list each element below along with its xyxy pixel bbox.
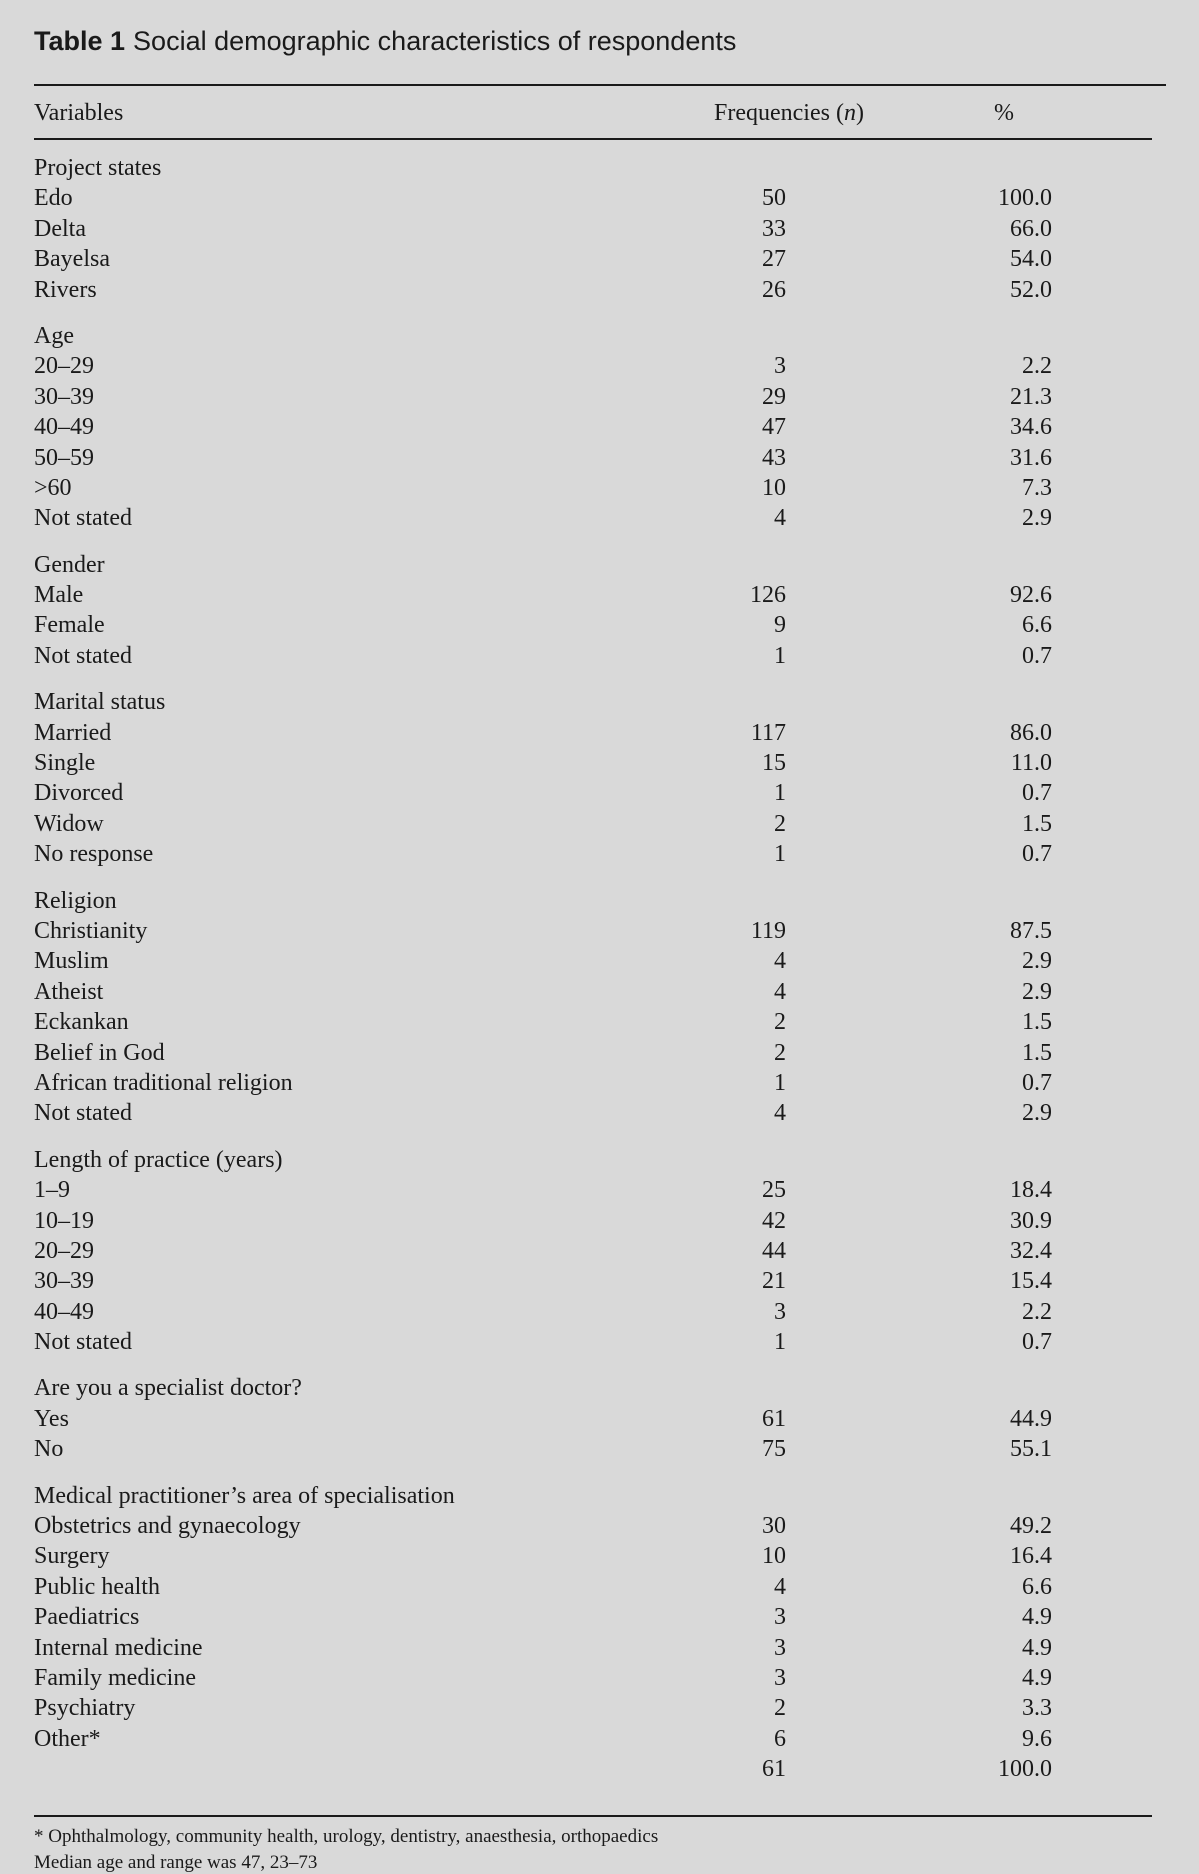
row-percent: 0.7: [1022, 1329, 1052, 1356]
row-label: 30–39: [34, 1268, 94, 1295]
row-label: Male: [34, 582, 84, 609]
row-frequency: 33: [762, 215, 786, 242]
table-row: [34, 1602, 1052, 1632]
table-row: [34, 1038, 1052, 1068]
table-row: [34, 839, 1052, 869]
table-row: [34, 1175, 1052, 1205]
header-variables: Variables: [34, 100, 124, 126]
row-label: Psychiatry: [34, 1695, 136, 1722]
row-label: Atheist: [34, 978, 104, 1005]
row-label: Eckankan: [34, 1009, 129, 1036]
row-frequency: 9: [774, 612, 786, 639]
row-label: Divorced: [34, 780, 124, 807]
row-percent: 32.4: [1010, 1237, 1052, 1264]
row-frequency: 3: [774, 1664, 786, 1691]
row-percent: 6.6: [1022, 612, 1052, 639]
bottom-rule: [34, 1815, 1152, 1817]
section-heading-label: Project states: [34, 155, 162, 181]
table-row: [34, 1404, 1052, 1434]
row-percent: 18.4: [1010, 1177, 1052, 1204]
table-row: [34, 1724, 1052, 1754]
row-label: Muslim: [34, 948, 109, 975]
header-frequencies: Frequencies (n): [714, 100, 864, 126]
row-percent: 31.6: [1010, 444, 1052, 471]
row-frequency: 21: [762, 1268, 786, 1295]
row-label: Married: [34, 719, 112, 746]
table-row: [34, 1206, 1052, 1236]
header-percent: %: [994, 100, 1014, 126]
row-label: Widow: [34, 810, 104, 837]
table-row: [34, 1266, 1052, 1296]
row-percent: 34.6: [1010, 414, 1052, 441]
table-title: [34, 26, 736, 57]
row-percent: 2.9: [1022, 978, 1052, 1005]
table-row: [34, 1068, 1052, 1098]
row-percent: 16.4: [1010, 1543, 1052, 1570]
table-row: [34, 977, 1052, 1007]
table-row: [34, 1007, 1052, 1037]
table-row: [34, 1754, 1052, 1784]
row-frequency: 44: [762, 1237, 786, 1264]
section-heading: [34, 1373, 1052, 1403]
row-frequency: 43: [762, 444, 786, 471]
row-frequency: 47: [762, 414, 786, 441]
row-frequency: 1: [774, 1329, 786, 1356]
table-row: [34, 809, 1052, 839]
table-row: [34, 946, 1052, 976]
row-percent: 55.1: [1010, 1436, 1052, 1463]
row-frequency: 3: [774, 1634, 786, 1661]
table-row: [34, 412, 1052, 442]
row-percent: 4.9: [1022, 1664, 1052, 1691]
table-row: [34, 275, 1052, 305]
table-row: [34, 443, 1052, 473]
row-label: Not stated: [34, 1329, 132, 1356]
row-percent: 2.9: [1022, 505, 1052, 532]
table-row: [34, 718, 1052, 748]
row-frequency: 27: [762, 246, 786, 273]
table-row: [34, 1098, 1052, 1128]
row-frequency: 25: [762, 1177, 786, 1204]
row-frequency: 50: [762, 185, 786, 212]
section-heading: [34, 321, 1052, 351]
table-row: [34, 1633, 1052, 1663]
section-heading: [34, 886, 1052, 916]
table-row: [34, 1297, 1052, 1327]
row-percent: 44.9: [1010, 1405, 1052, 1432]
row-percent: 0.7: [1022, 780, 1052, 807]
row-frequency: 3: [774, 353, 786, 380]
row-label: Belief in God: [34, 1039, 165, 1066]
row-label: >60: [34, 474, 72, 501]
row-label: Not stated: [34, 505, 132, 532]
row-label: 1–9: [34, 1177, 70, 1204]
row-label: Not stated: [34, 642, 132, 669]
table-row: [34, 1236, 1052, 1266]
row-frequency: 2: [774, 810, 786, 837]
row-frequency: 1: [774, 642, 786, 669]
section-heading-label: Age: [34, 322, 74, 349]
row-percent: 86.0: [1010, 719, 1052, 746]
row-frequency: 10: [762, 474, 786, 501]
row-label: Public health: [34, 1573, 160, 1600]
row-percent: 92.6: [1010, 582, 1052, 609]
row-label: 40–49: [34, 1298, 94, 1325]
row-frequency: 42: [762, 1207, 786, 1234]
header-frequencies-label: Frequencies: [714, 100, 830, 126]
row-frequency: 117: [750, 719, 786, 746]
section-heading: [34, 687, 1052, 717]
row-percent: 0.7: [1022, 841, 1052, 868]
row-frequency: 75: [762, 1436, 786, 1463]
row-frequency: 1: [774, 1069, 786, 1096]
row-frequency: 30: [762, 1513, 786, 1540]
row-label: 40–49: [34, 414, 94, 441]
footnote-median-age: Median age and range was 47, 23–73: [34, 1852, 318, 1873]
table-number: Table 1: [34, 26, 126, 56]
row-frequency: 2: [774, 1695, 786, 1722]
row-frequency: 4: [774, 1100, 786, 1127]
row-percent: 0.7: [1022, 1069, 1052, 1096]
row-label: Yes: [34, 1405, 69, 1432]
section-heading: [34, 1145, 1052, 1175]
row-percent: 9.6: [1022, 1725, 1052, 1752]
row-frequency: 4: [774, 1573, 786, 1600]
section-heading: [34, 153, 1052, 183]
row-percent: 100.0: [998, 185, 1052, 212]
row-label: 50–59: [34, 444, 94, 471]
row-percent: 4.9: [1022, 1604, 1052, 1631]
row-label: 30–39: [34, 383, 94, 410]
row-percent: 2.9: [1022, 948, 1052, 975]
row-label: Edo: [34, 185, 73, 212]
row-percent: 7.3: [1022, 474, 1052, 501]
row-frequency: 6: [774, 1725, 786, 1752]
row-label: Female: [34, 612, 105, 639]
row-label: Family medicine: [34, 1664, 196, 1691]
table-row: [34, 1541, 1052, 1571]
row-frequency: 61: [762, 1405, 786, 1432]
row-frequency: 15: [762, 750, 786, 777]
row-frequency: 4: [774, 948, 786, 975]
row-frequency: 2: [774, 1039, 786, 1066]
top-rule: [34, 84, 1166, 86]
table-row: [34, 1693, 1052, 1723]
row-frequency: 3: [774, 1604, 786, 1631]
table-row: [34, 503, 1052, 533]
section-heading-label: Religion: [34, 887, 117, 914]
row-frequency: 1: [774, 780, 786, 807]
row-percent: 6.6: [1022, 1573, 1052, 1600]
header-n-symbol: n: [843, 100, 856, 126]
table-row: [34, 214, 1052, 244]
row-percent: 3.3: [1022, 1695, 1052, 1722]
row-label: No response: [34, 841, 154, 868]
table-row: [34, 1511, 1052, 1541]
row-percent: 1.5: [1022, 1039, 1052, 1066]
section-heading-label: Gender: [34, 551, 105, 578]
row-frequency: 2: [774, 1009, 786, 1036]
section-heading-label: Length of practice (years): [34, 1146, 283, 1173]
table-row: [34, 580, 1052, 610]
row-label: Bayelsa: [34, 246, 110, 273]
row-percent: 21.3: [1010, 383, 1052, 410]
table-row: [34, 382, 1052, 412]
section-heading: [34, 1481, 1052, 1511]
table-body: [34, 153, 1052, 1785]
table-row: [34, 748, 1052, 778]
footnote-specialities: * Ophthalmology, community health, urology, dentistry, anaesthesia, orthopaedics: [34, 1826, 659, 1847]
row-percent: 2.9: [1022, 1100, 1052, 1127]
row-label: Internal medicine: [34, 1634, 203, 1661]
row-frequency: 26: [762, 276, 786, 303]
row-frequency: 1: [774, 841, 786, 868]
table-row: [34, 641, 1052, 671]
section-heading-label: Marital status: [34, 689, 166, 716]
table-row: [34, 610, 1052, 640]
row-percent: 15.4: [1010, 1268, 1052, 1295]
row-label: Not stated: [34, 1100, 132, 1127]
table-row: [34, 1663, 1052, 1693]
row-frequency: 126: [750, 582, 786, 609]
row-frequency: 29: [762, 383, 786, 410]
table-row: [34, 183, 1052, 213]
row-frequency: 61: [762, 1756, 786, 1783]
row-percent: 66.0: [1010, 215, 1052, 242]
table-row: [34, 1434, 1052, 1464]
row-label: Single: [34, 750, 96, 777]
row-frequency: 4: [774, 505, 786, 532]
table-row: [34, 473, 1052, 503]
row-label: Other*: [34, 1725, 101, 1752]
table-row: [34, 244, 1052, 274]
row-frequency: 10: [762, 1543, 786, 1570]
section-heading: [34, 550, 1052, 580]
row-label: Delta: [34, 215, 86, 242]
row-label: Paediatrics: [34, 1604, 140, 1631]
row-percent: 30.9: [1010, 1207, 1052, 1234]
table-row: [34, 1327, 1052, 1357]
table-caption: Social demographic characteristics of respondents: [133, 26, 737, 56]
row-label: No: [34, 1436, 64, 1463]
row-label: Obstetrics and gynaecology: [34, 1513, 301, 1540]
row-percent: 2.2: [1022, 353, 1052, 380]
row-label: Christianity: [34, 917, 148, 944]
section-heading-label: Are you a specialist doctor?: [34, 1375, 302, 1402]
section-heading-label: Medical practitioner’s area of specialisation: [34, 1482, 455, 1509]
header-rule: [34, 138, 1152, 140]
table-row: [34, 1572, 1052, 1602]
table-row: [34, 916, 1052, 946]
row-frequency: 4: [774, 978, 786, 1005]
row-label: 20–29: [34, 353, 94, 380]
row-percent: 4.9: [1022, 1634, 1052, 1661]
row-percent: 100.0: [998, 1756, 1052, 1783]
row-frequency: 119: [750, 917, 786, 944]
row-percent: 52.0: [1010, 276, 1052, 303]
row-percent: 1.5: [1022, 810, 1052, 837]
row-percent: 49.2: [1010, 1513, 1052, 1540]
row-percent: 2.2: [1022, 1298, 1052, 1325]
row-percent: 0.7: [1022, 642, 1052, 669]
row-label: African traditional religion: [34, 1069, 293, 1096]
table-row: [34, 351, 1052, 381]
row-label: 20–29: [34, 1237, 94, 1264]
row-percent: 1.5: [1022, 1009, 1052, 1036]
row-frequency: 3: [774, 1298, 786, 1325]
table-row: [34, 778, 1052, 808]
row-label: 10–19: [34, 1207, 94, 1234]
row-label: Surgery: [34, 1543, 110, 1570]
row-label: Rivers: [34, 276, 97, 303]
row-percent: 87.5: [1010, 917, 1052, 944]
row-percent: 54.0: [1010, 246, 1052, 273]
row-percent: 11.0: [1010, 750, 1052, 777]
